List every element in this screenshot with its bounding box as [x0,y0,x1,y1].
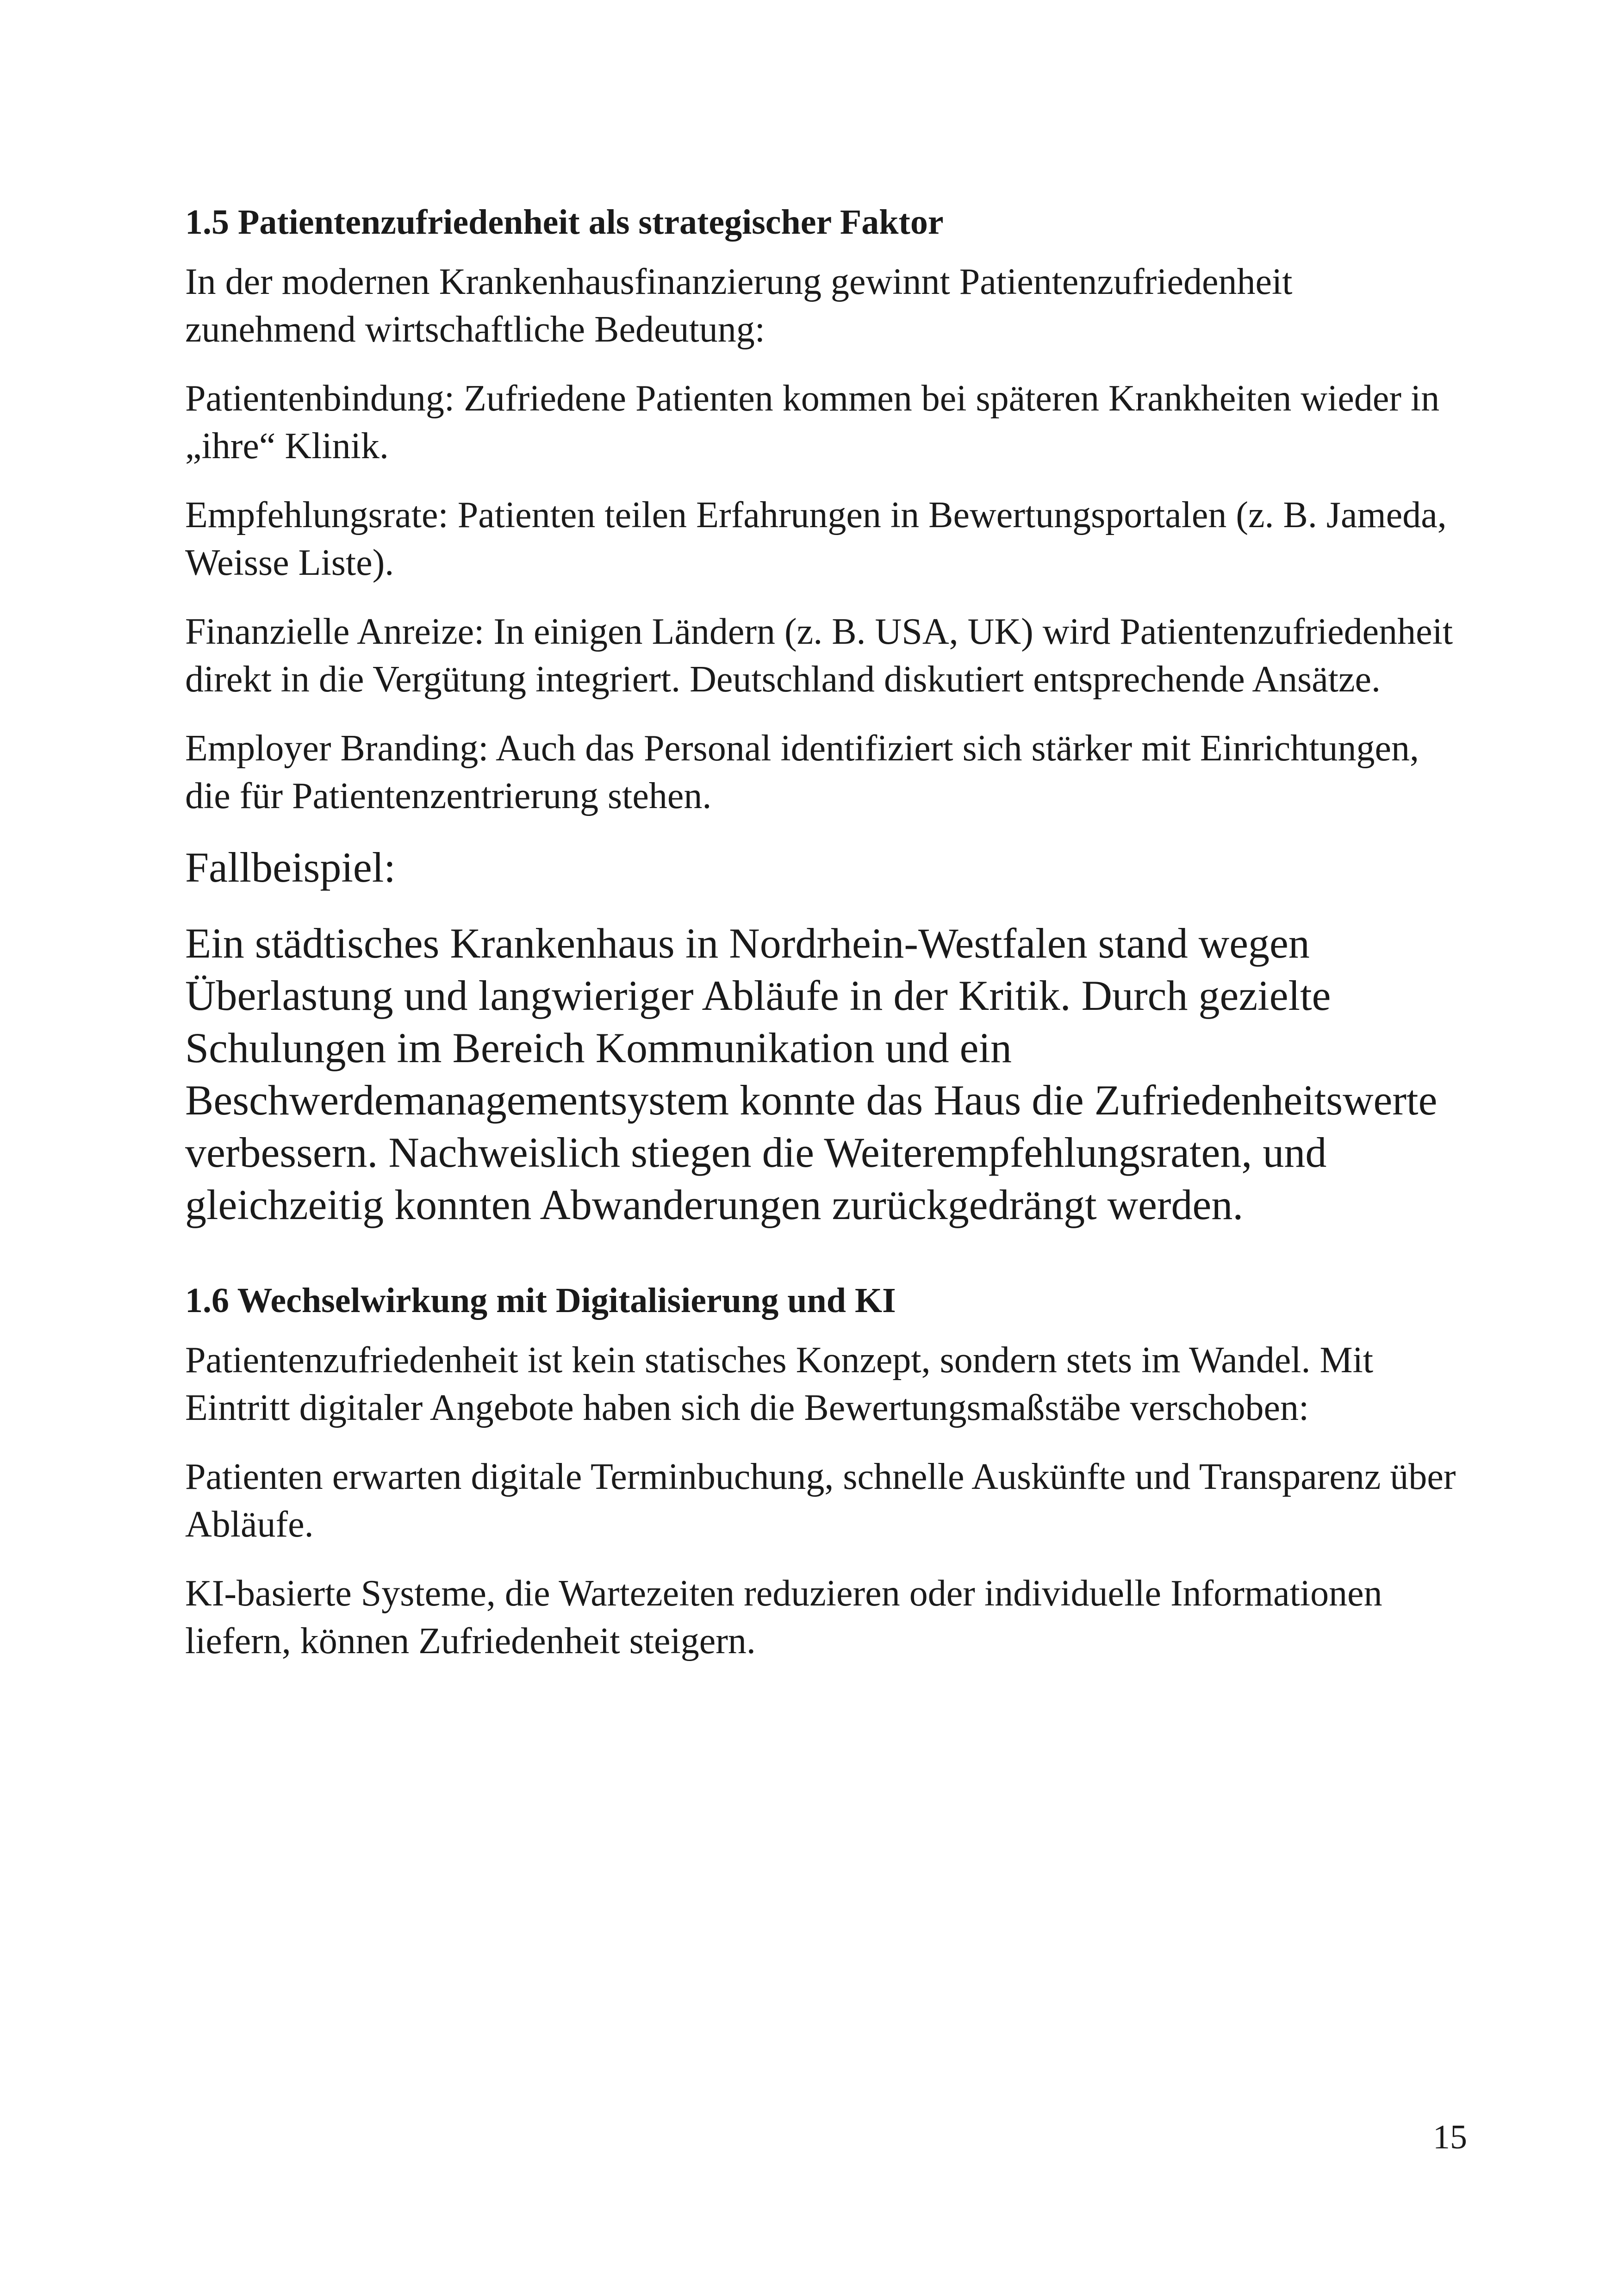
paragraph-patient-retention: Patientenbindung: Zufriedene Patienten kommen bei späteren Krankheiten wieder in „ihre“ Klinik. [185,378,1440,467]
paragraph-digital-change: Patientenzufriedenheit ist kein statisches Konzept, sondern stets im Wandel. Mit Eintritt digitaler Angebote haben sich die Bewertungsmaßstäbe verschoben: [185,1340,1374,1428]
page-number: 15 [1433,2118,1467,2156]
section-heading-1-6: 1.6 Wechselwirkung mit Digitalisierung und KI [185,1281,896,1320]
case-study-text: Ein städtisches Krankenhaus in Nordrhein-Westfalen stand wegen Überlastung und langwieriger Abläufe in der Kritik. Durch gezielte Schulungen im Bereich Kommunikation und ein Beschwerdemanagementsystem konnte das Haus die Zufriedenheitswerte verbessern. Nachweislich stiegen die Weiterempfehlungsraten, und gleichzeitig konnten Abwanderungen zurückgedrängt werden. [185,920,1438,1228]
paragraph-digital-expectations: Patienten erwarten digitale Terminbuchung, schnelle Auskünfte und Transparenz über Abläufe. [185,1456,1456,1545]
case-study-title: Fallbeispiel: [185,844,396,891]
page-content [185,199,1462,1686]
paragraph-financial-incentives: Finanzielle Anreize: In einigen Ländern (z. B. USA, UK) wird Patientenzufriedenheit direkt in die Vergütung integriert. Deutschland diskutiert entsprechende Ansätze. [185,611,1453,700]
paragraph-intro: In der modernen Krankenhausfinanzierung gewinnt Patientenzufriedenheit zunehmend wirtschaftliche Bedeutung: [185,261,1293,350]
section-heading-1-5: 1.5 Patientenzufriedenheit als strategischer Faktor [185,203,944,242]
paragraph-recommendation-rate: Empfehlungsrate: Patienten teilen Erfahrungen in Bewertungsportalen (z. B. Jameda, Weisse Liste). [185,495,1447,583]
paragraph-ai-systems: KI-basierte Systeme, die Wartezeiten reduzieren oder individuelle Informationen liefern, können Zufriedenheit steigern. [185,1573,1382,1661]
paragraph-employer-branding: Employer Branding: Auch das Personal identifiziert sich stärker mit Einrichtungen, die für Patientenzentrierung stehen. [185,728,1419,816]
